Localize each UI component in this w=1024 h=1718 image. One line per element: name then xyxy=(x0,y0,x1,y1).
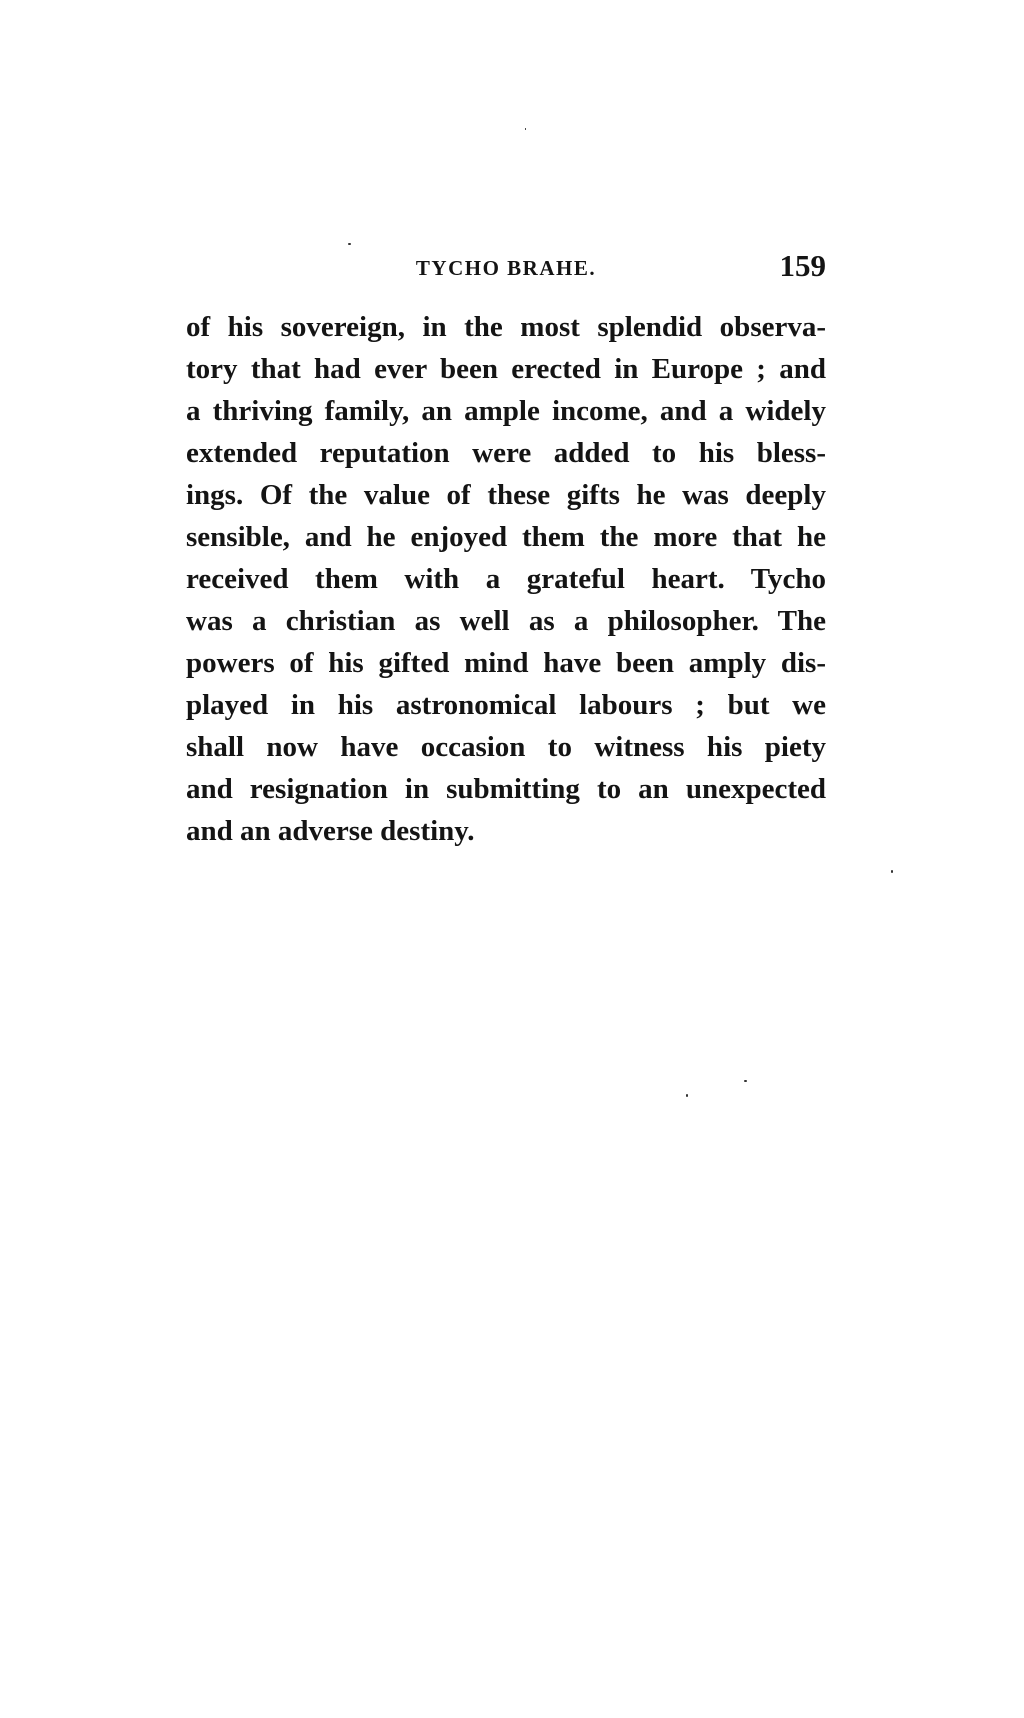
text-line: was a christian as well as a philosopher. The xyxy=(186,605,826,637)
page-header xyxy=(186,248,826,288)
text-line-last: and an adverse destiny. xyxy=(186,815,475,847)
text-line: tory that had ever been erected in Europe ; and xyxy=(186,353,826,385)
scan-speck xyxy=(348,243,351,245)
text-line: played in his astronomical labours ; but we xyxy=(186,689,826,721)
scan-speck xyxy=(891,870,893,873)
text-line: received them with a grateful heart. Tycho xyxy=(186,563,826,595)
text-line: sensible, and he enjoyed them the more that he xyxy=(186,521,826,553)
text-line: a thriving family, an ample income, and a widely xyxy=(186,395,826,427)
text-line: powers of his gifted mind have been amply dis- xyxy=(186,647,826,679)
scan-speck xyxy=(525,128,526,130)
text-line: and resignation in submitting to an unexpected xyxy=(186,773,826,805)
text-line: shall now have occasion to witness his piety xyxy=(186,731,826,763)
scan-speck xyxy=(686,1094,688,1097)
body-text xyxy=(186,306,826,852)
text-line: extended reputation were added to his bless- xyxy=(186,437,826,469)
text-line: ings. Of the value of these gifts he was deeply xyxy=(186,479,826,511)
page-number: 159 xyxy=(779,248,826,283)
running-head: TYCHO BRAHE. xyxy=(415,256,597,280)
text-line: of his sovereign, in the most splendid observa- xyxy=(186,311,826,343)
scan-speck xyxy=(744,1080,747,1082)
